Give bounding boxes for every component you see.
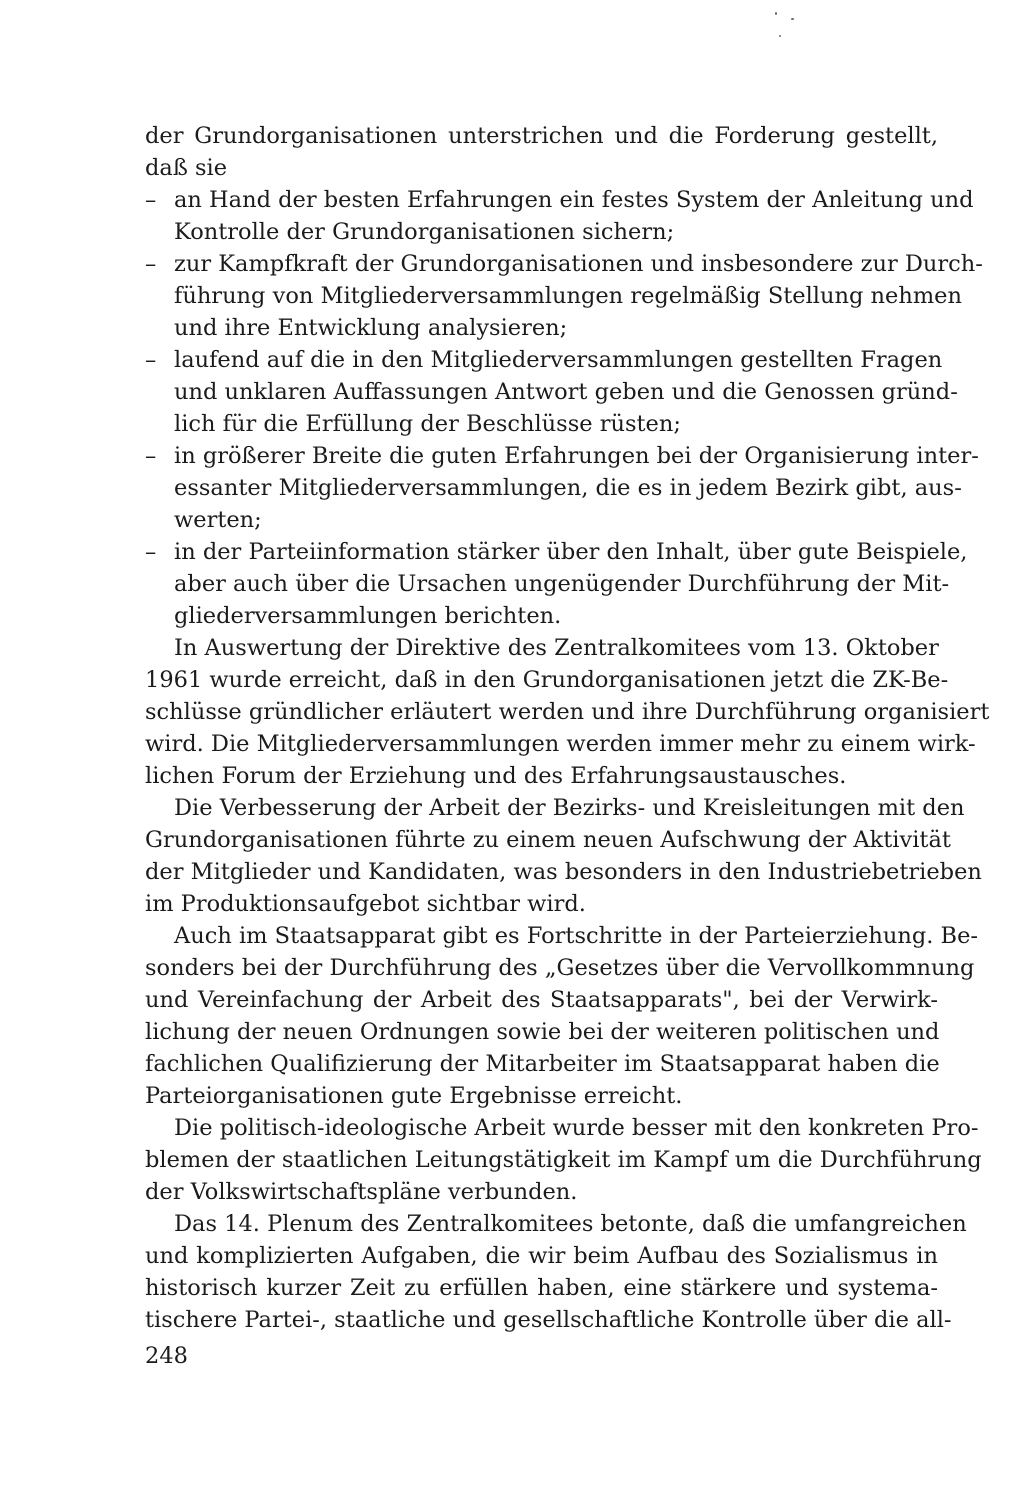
list-item-line: lich für die Erfüllung der Beschlüsse rüsten; [174,411,681,437]
text-line: der Grundorganisationen unterstrichen und die Forderung gestellt, [145,123,938,149]
list-item-line: essanter Mitgliederversammlungen, die es in jedem Bezirk gibt, aus- [174,475,962,501]
list-item-line: führung von Mitgliederversammlungen regelmäßig Stellung nehmen [174,283,962,309]
text-line: 1961 wurde erreicht, daß in den Grundorganisationen jetzt die ZK-Be- [145,667,949,693]
list-item-line: Kontrolle der Grundorganisationen sichern; [174,219,675,245]
list-dash: – [145,347,157,373]
text-line: lichung der neuen Ordnungen sowie bei der weiteren politischen und [145,1019,940,1045]
list-dash: – [145,443,157,469]
text-line: fachlichen Qualifizierung der Mitarbeiter im Staatsapparat haben die [145,1051,940,1077]
text-line: wird. Die Mitgliederversammlungen werden immer mehr zu einem wirk- [145,731,976,757]
text-line: und komplizierten Aufgaben, die wir beim Aufbau des Sozialismus in [145,1243,938,1269]
text-line: tischere Partei-, staatliche und gesellschaftliche Kontrolle über die all- [145,1307,952,1333]
scan-speck [779,35,781,37]
list-item-line: und unklaren Auffassungen Antwort geben und die Genossen gründ- [174,379,958,405]
text-line: im Produktionsaufgebot sichtbar wird. [145,891,586,917]
list-item-line: in der Parteiinformation stärker über den Inhalt, über gute Beispiele, [174,539,968,565]
paragraph-first-line: Die politisch-ideologische Arbeit wurde besser mit den konkreten Pro- [174,1115,979,1141]
list-item-line: zur Kampfkraft der Grundorganisationen und insbesondere zur Durch- [174,251,983,277]
text-line: schlüsse gründlicher erläutert werden und ihre Durchführung organisiert [145,699,990,725]
text-line: sonders bei der Durchführung des „Gesetzes über die Vervollkommnung [145,955,975,981]
list-item-line: an Hand der besten Erfahrungen ein festes System der Anleitung und [174,187,974,213]
paragraph-first-line: In Auswertung der Direktive des Zentralkomitees vom 13. Oktober [174,635,939,661]
paragraph-first-line: Das 14. Plenum des Zentralkomitees betonte, daß die umfangreichen [174,1211,967,1237]
list-dash: – [145,539,157,565]
list-dash: – [145,187,157,213]
list-item-line: laufend auf die in den Mitgliederversammlungen gestellten Fragen [174,347,943,373]
paragraph-first-line: Auch im Staatsapparat gibt es Fortschritte in der Parteierziehung. Be- [174,923,979,949]
text-line: daß sie [145,155,228,181]
page-number: 248 [145,1343,188,1369]
text-line: historisch kurzer Zeit zu erfüllen haben, eine stärkere und systema- [145,1275,938,1301]
list-item-line: in größerer Breite die guten Erfahrungen bei der Organisierung inter- [174,443,979,469]
paragraph-first-line: Die Verbesserung der Arbeit der Bezirks- und Kreisleitungen mit den [174,795,965,821]
list-item-line: und ihre Entwicklung analysieren; [174,315,568,341]
text-line: Grundorganisationen führte zu einem neuen Aufschwung der Aktivität [145,827,951,853]
text-line: der Mitglieder und Kandidaten, was besonders in den Industriebetrieben [145,859,982,885]
text-line: und Vereinfachung der Arbeit des Staatsapparats", bei der Verwirk- [145,987,938,1013]
list-item-line: aber auch über die Ursachen ungenügender Durchführung der Mit- [174,571,950,597]
list-item-line: werten; [174,507,262,533]
text-line: lichen Forum der Erziehung und des Erfahrungsaustausches. [145,763,847,789]
list-item-line: gliederversammlungen berichten. [174,603,562,629]
text-line: blemen der staatlichen Leitungstätigkeit im Kampf um die Durchführung [145,1147,982,1173]
text-line: der Volkswirtschaftspläne verbunden. [145,1179,578,1205]
list-dash: – [145,251,157,277]
scan-speck [791,18,794,20]
text-line: Parteiorganisationen gute Ergebnisse erreicht. [145,1083,683,1109]
scan-speck [775,12,777,15]
